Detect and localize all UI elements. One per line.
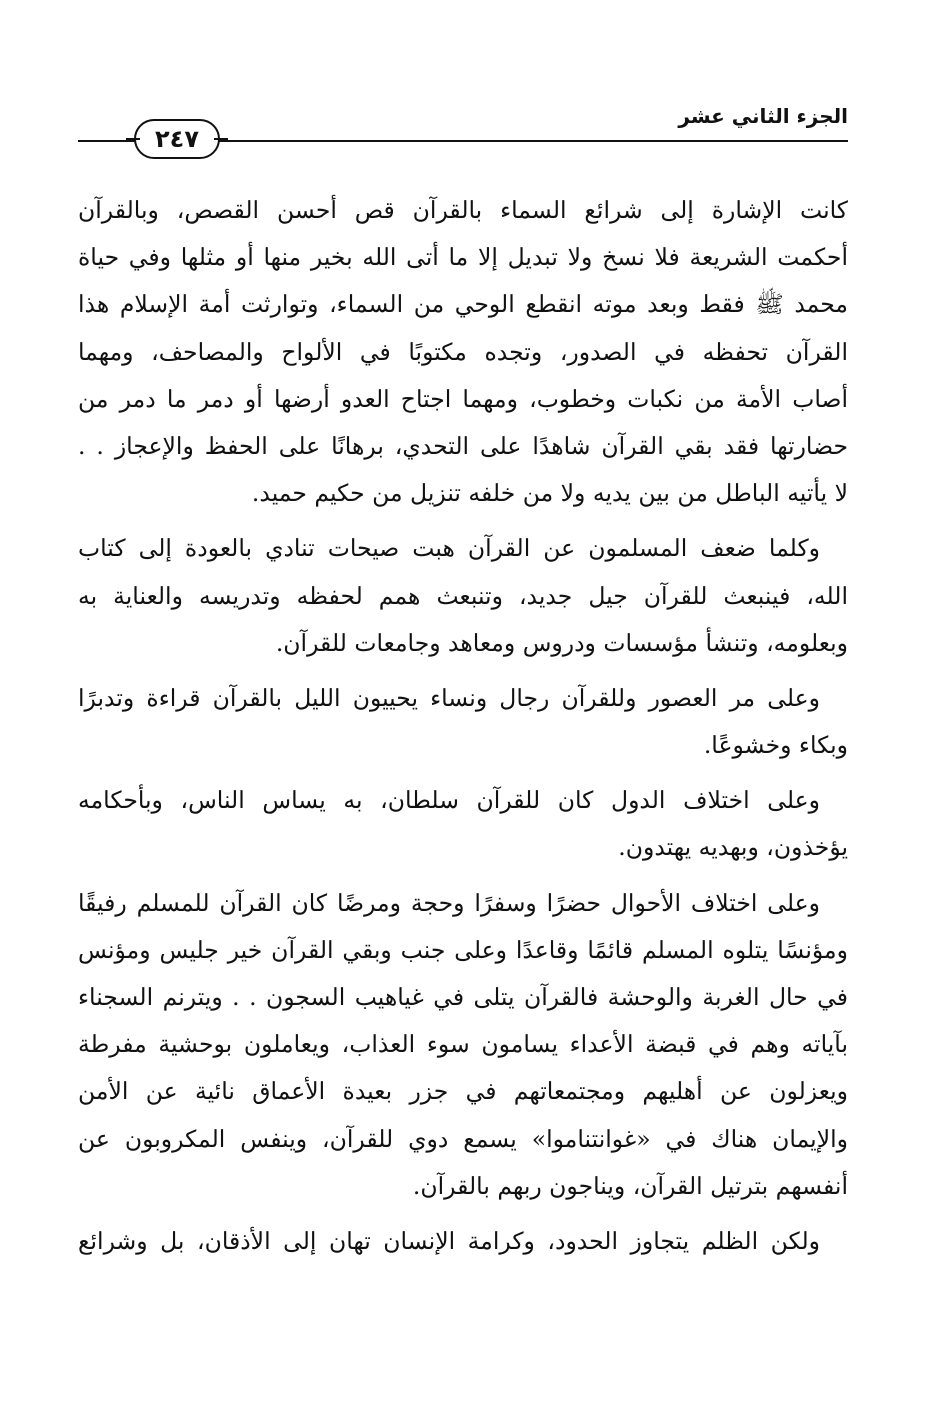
- text-line: وعلى اختلاف الأحوال حضرًا وسفرًا وحجة ومرضًا كان القرآن للمسلم رفيقًا: [78, 888, 820, 917]
- text-line: القرآن تحفظه في الصدور، وتجده مكتوبًا في الألواح والمصاحف، ومهما: [78, 337, 848, 366]
- text-line: ومؤنسًا يتلوه المسلم قائمًا وقاعدًا وعلى جنب وبقي القرآن خير جليس ومؤنس: [78, 935, 848, 964]
- text-line: ويعزلون عن أهليهم ومجتمعاتهم في جزر بعيدة الأعماق نائية عن الأمن: [78, 1077, 848, 1106]
- text-line: وكلما ضعف المسلمون عن القرآن هبت صيحات تنادي بالعودة إلى كتاب: [78, 534, 820, 563]
- paragraph-gap: [78, 667, 848, 675]
- text-line: حضارتها فقد بقي القرآن شاهدًا على التحدي، برهانًا على الحفظ والإعجاز . .: [78, 431, 848, 460]
- paragraph: [78, 525, 848, 667]
- page-body-text: [78, 187, 848, 1265]
- text-line: أحكمت الشريعة فلا نسخ ولا تبديل إلا ما أتى الله بخير منها أو مثلها وفي حياة: [78, 243, 848, 272]
- text-line: بآياته وهم في قبضة الأعداء يسامون سوء العذاب، ويعاملون بوحشية مفرطة: [78, 1030, 848, 1059]
- text-line: أصاب الأمة من نكبات وخطوب، ومهما اجتاح العدو أرضها أو دمر ما دمر من: [78, 384, 848, 413]
- text-line: محمد ﷺ فقط وبعد موته انقطع الوحي من السماء، وتوارثت أمة الإسلام هذا: [78, 290, 848, 319]
- text-line: ولكن الظلم يتجاوز الحدود، وكرامة الإنسان تهان إلى الأذقان، بل وشرائع: [78, 1226, 820, 1255]
- paragraph: [78, 1218, 848, 1265]
- text-line: وعلى اختلاف الدول كان للقرآن سلطان، به يساس الناس، وبأحكامه: [78, 786, 820, 815]
- text-line: وعلى مر العصور وللقرآن رجال ونساء يحييون الليل بالقرآن قراءة وتدبرًا: [78, 683, 820, 712]
- text-line: والإيمان هناك في «غوانتناموا» يسمع دوي للقرآن، وينفس المكروبون عن: [78, 1124, 848, 1153]
- text-line: وبعلومه، وتنشأ مؤسسات ودروس ومعاهد وجامعات للقرآن.: [275, 628, 848, 657]
- running-title: الجزء الثاني عشر: [678, 104, 848, 128]
- text-line: وبكاء وخشوعًا.: [703, 731, 848, 760]
- text-line: لا يأتيه الباطل من بين يديه ولا من خلفه تنزيل من حكيم حميد.: [251, 479, 848, 508]
- page-number: ٢٤٧: [134, 119, 220, 159]
- paragraph-gap: [78, 769, 848, 777]
- text-line: في حال الغربة والوحشة فالقرآن يتلى في غياهيب السجون . . ويترنم السجناء: [78, 983, 848, 1011]
- paragraph: [78, 187, 848, 517]
- text-line: يؤخذون، وبهديه يهتدون.: [618, 833, 848, 862]
- paragraph-gap: [78, 872, 848, 880]
- text-line: الله، فينبعث للقرآن جيل جديد، وتنبعث همم لحفظه وتدريسه والعناية به: [78, 581, 848, 610]
- paragraph: [78, 777, 848, 871]
- text-line: كانت الإشارة إلى شرائع السماء بالقرآن قص أحسن القصص، وبالقرآن: [78, 196, 848, 224]
- text-line: أنفسهم بترتيل القرآن، ويناجون ربهم بالقرآن.: [412, 1171, 848, 1200]
- paragraph: [78, 675, 848, 769]
- paragraph-gap: [78, 517, 848, 525]
- paragraph: [78, 880, 848, 1210]
- paragraph-gap: [78, 1210, 848, 1218]
- page-header: [78, 100, 848, 152]
